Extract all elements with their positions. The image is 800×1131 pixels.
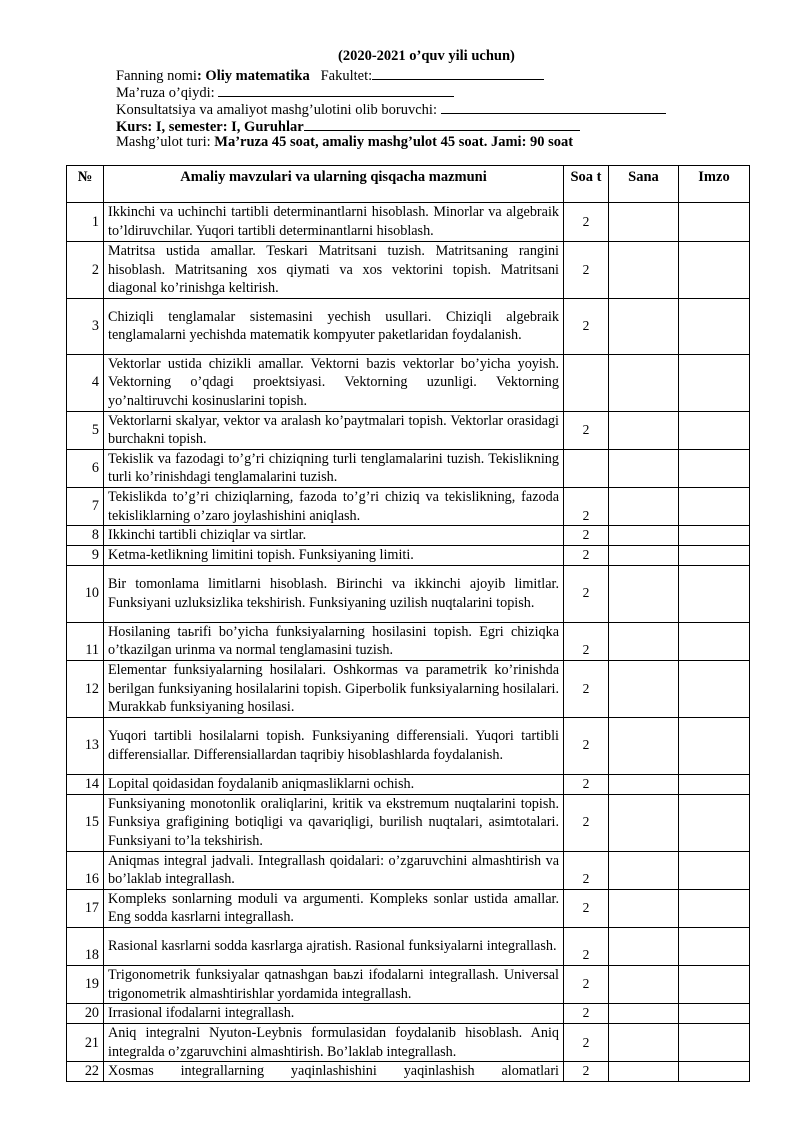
row-number: 2 [67,242,104,299]
row-number: 11 [67,622,104,660]
row-topic: Trigonometrik funksiyalar qatnashgan baьzi ifodalarni integrallash. Universal trigonometrik almashtirishlar yordamida integrallash. [104,966,564,1004]
row-topic: Lopital qoidasidan foydalanib aniqmasliklarni ochish. [104,774,564,794]
row-topic: Vektorlarni skalyar, vektor va aralash ko’paytmalari topish. Vektorlar orasidagi burchakni topish. [104,411,564,449]
row-number: 15 [67,794,104,851]
row-date[interactable] [609,889,679,927]
lecturer-label: Ma’ruza o’qiydi: [116,85,215,101]
row-topic: Funksiyaning monotonlik oraliqlarini, kritik va ekstremum nuqtalarini topish. Funksiya grafigining botiqligi va qavariqligi, burilish nuqtalari, asimtotalari. Funksiyani to’la tekshirish. [104,794,564,851]
table-row [67,565,750,622]
row-date[interactable] [609,298,679,354]
col-num-header: № [67,166,104,203]
subject-label: Fanning nomi [116,68,197,84]
row-number: 4 [67,354,104,411]
row-topic: Rasional kasrlarni sodda kasrlarga ajratish. Rasional funksiyalarni integrallash. [104,928,564,966]
row-date[interactable] [609,565,679,622]
table-row [67,928,750,966]
type-line [116,134,573,151]
row-number: 3 [67,298,104,354]
row-date[interactable] [609,794,679,851]
row-hours: 2 [564,889,609,927]
row-number: 6 [67,449,104,487]
row-date[interactable] [609,966,679,1004]
row-sign[interactable] [679,298,750,354]
row-date[interactable] [609,851,679,889]
type-label: Mashg’ulot turi: [116,134,215,150]
table-row [67,1004,750,1024]
row-hours: 2 [564,565,609,622]
row-number: 18 [67,928,104,966]
table-row [67,242,750,299]
table-row [67,1062,750,1082]
table-row [67,889,750,927]
row-sign[interactable] [679,242,750,299]
table-row [67,298,750,354]
row-sign[interactable] [679,203,750,242]
row-topic: Hosilaning taьrifi bo’yicha funksiyalarning hosilasini topish. Egri chiziqka o’tkazilgan urinma va normal tenglamasini tuzish. [104,622,564,660]
row-sign[interactable] [679,354,750,411]
consult-blank [441,100,666,114]
row-sign[interactable] [679,622,750,660]
consult-label: Konsultatsiya va amaliyot mashg’ulotini olib boruvchi: [116,102,437,118]
row-number: 22 [67,1062,104,1082]
table-row [67,774,750,794]
table-row [67,487,750,525]
row-date[interactable] [609,928,679,966]
row-hours: 2 [564,411,609,449]
row-hours: 2 [564,545,609,565]
row-date[interactable] [609,411,679,449]
row-topic: Matritsa ustida amallar. Teskari Matritsani tuzish. Matritsaning rangini hisoblash. Matritsaning xos qiymati va xos vektorini topish. Matritsani diagonal ko’rinishga keltirish. [104,242,564,299]
row-sign[interactable] [679,774,750,794]
row-number: 13 [67,717,104,774]
row-sign[interactable] [679,1004,750,1024]
row-hours: 2 [564,622,609,660]
row-number: 10 [67,565,104,622]
row-hours: 2 [564,1024,609,1062]
table-row [67,545,750,565]
row-number: 9 [67,545,104,565]
groups-blank [304,117,580,131]
row-topic: Ikkinchi tartibli chiziqlar va sirtlar. [104,526,564,546]
table-row [67,1024,750,1062]
row-sign[interactable] [679,660,750,717]
row-sign[interactable] [679,449,750,487]
row-number: 19 [67,966,104,1004]
table-row [67,526,750,546]
row-sign[interactable] [679,966,750,1004]
row-hours: 2 [564,794,609,851]
row-hours: 2 [564,298,609,354]
table-row [67,449,750,487]
row-date[interactable] [609,1062,679,1082]
row-hours: 2 [564,526,609,546]
table-row [67,851,750,889]
table-row [67,411,750,449]
row-sign[interactable] [679,1024,750,1062]
row-topic: Elementar funksiyalarning hosilalari. Oshkormas va parametrik ko’rinishda berilgan funksiyaning hosilalarini topish. Giperbolik funksiyalarning hosilalari. Murakkab funksiyaning hosilasi. [104,660,564,717]
row-date[interactable] [609,242,679,299]
row-topic: Aniq integralni Nyuton-Leybnis formulasidan foydalanib hisoblash. Aniq integralda o’zgaruvchini almashtirish. Bo’laklab integrallash. [104,1024,564,1062]
row-topic: Xosmas integrallarning yaqinlashishini yaqinlashish alomatlari [104,1062,564,1082]
row-date[interactable] [609,1004,679,1024]
row-topic: Bir tomonlama limitlarni hisoblash. Birinchi va ikkinchi ajoyib limitlar. Funksiyani uzluksizlika tekshirish. Funksiyaning uzilish nuqtalarini topish. [104,565,564,622]
row-number: 16 [67,851,104,889]
row-topic: Vektorlar ustida chizikli amallar. Vektorni bazis vektorlar bo’yicha yoyish. Vektorning o’qdagi proektsiyasi. Vektorning uzunligi. Vektorning yo’naltiruvchi kosinuslarini topish. [104,354,564,411]
row-number: 14 [67,774,104,794]
row-hours: 2 [564,851,609,889]
row-hours: 2 [564,717,609,774]
row-date[interactable] [609,774,679,794]
row-number: 8 [67,526,104,546]
row-sign[interactable] [679,851,750,889]
row-topic: Yuqori tartibli hosilalarni topish. Funksiyaning differensiali. Yuqori tartibli differensiallar. Differensiallardan taqribiy hisoblashlarda foydalanish. [104,717,564,774]
row-number: 5 [67,411,104,449]
row-hours: 2 [564,966,609,1004]
row-date[interactable] [609,487,679,525]
row-sign[interactable] [679,545,750,565]
row-sign[interactable] [679,565,750,622]
row-number: 17 [67,889,104,927]
academic-year: (2020-2021 o’quv yili uchun) [338,48,515,64]
row-number: 1 [67,203,104,242]
row-hours: 2 [564,203,609,242]
row-date[interactable] [609,526,679,546]
row-topic: Aniqmas integral jadvali. Integrallash qoidalari: o’zgaruvchini almashtirish va bo’laklab integrallash. [104,851,564,889]
row-number: 7 [67,487,104,525]
course-label: Kurs: I, semester: I, Guruhlar [116,119,304,135]
row-sign[interactable] [679,889,750,927]
row-number: 12 [67,660,104,717]
col-hours-header: Soa t [564,166,609,203]
row-hours: 2 [564,928,609,966]
row-topic: Kompleks sonlarning moduli va argumenti. Kompleks sonlar ustida amallar. Eng sodda kasrlarni integrallash. [104,889,564,927]
practical-topics-table [66,165,750,1082]
row-sign[interactable] [679,487,750,525]
col-sign-header: Imzo [679,166,750,203]
row-date[interactable] [609,449,679,487]
row-sign[interactable] [679,411,750,449]
subject-value: : Oliy matematika [196,68,310,84]
row-date[interactable] [609,660,679,717]
table-row [67,966,750,1004]
row-sign[interactable] [679,526,750,546]
table-row [67,354,750,411]
table-row [67,622,750,660]
row-hours [564,449,609,487]
row-date[interactable] [609,1024,679,1062]
table-row [67,717,750,774]
row-hours: 2 [564,487,609,525]
row-topic: Ikkinchi va uchinchi tartibli determinantlarni hisoblash. Minorlar va algebraik to’ldiruvchilar. Yuqori tartibli determinantlarni hisoblash. [104,203,564,242]
col-date-header: Sana [609,166,679,203]
row-hours: 2 [564,774,609,794]
row-hours: 2 [564,242,609,299]
row-topic: Tekislik va fazodagi to’g’ri chiziqning turli tenglamalarini tuzish. Tekislikning turli ko’rinishdagi tenglamalarini tuzish. [104,449,564,487]
row-number: 20 [67,1004,104,1024]
type-value: Ma’ruza 45 soat, amaliy mashg’ulot 45 soat. Jami: 90 soat [214,134,574,150]
row-sign[interactable] [679,928,750,966]
row-topic: Tekislikda to’g’ri chiziqlarning, fazoda to’g’ri chiziq va tekislikning, fazoda tekisliklarning o’zaro joylashishini aniqlash. [104,487,564,525]
table-row [67,660,750,717]
row-sign[interactable] [679,717,750,774]
row-topic: Chiziqli tenglamalar sistemasini yechish usullari. Chiziqli algebraik tenglamalarni yechishda matematik kompyuter paketlaridan foydalanish. [104,298,564,354]
table-header-row [67,166,750,203]
col-topic-header: Amaliy mavzulari va ularning qisqacha mazmuni [104,166,564,203]
row-topic: Irrasional ifodalarni integrallash. [104,1004,564,1024]
row-date[interactable] [609,354,679,411]
lecturer-blank [218,83,454,97]
table-row [67,203,750,242]
row-sign[interactable] [679,794,750,851]
row-hours: 2 [564,1004,609,1024]
row-sign[interactable] [679,1062,750,1082]
row-number: 21 [67,1024,104,1062]
row-date[interactable] [609,203,679,242]
faculty-blank [372,66,544,80]
row-hours [564,354,609,411]
faculty-label: Fakultet: [320,68,373,84]
row-date[interactable] [609,717,679,774]
row-date[interactable] [609,622,679,660]
row-hours: 2 [564,660,609,717]
row-hours: 2 [564,1062,609,1082]
row-date[interactable] [609,545,679,565]
row-topic: Ketma-ketlikning limitini topish. Funksiyaning limiti. [104,545,564,565]
table-row [67,794,750,851]
